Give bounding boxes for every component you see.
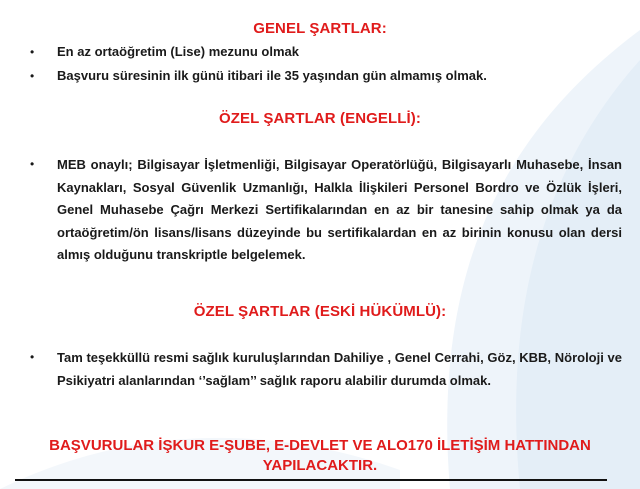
list-item-text: MEB onaylı; Bilgisayar İşletmenliği, Bilgisayar Operatörlüğü, Bilgisayarlı Muhasebe, İnsan Kaynakları, Sosyal Güvenlik Uzmanlığı, Halkla İlişkileri Personel Bordro ve Özlük İşleri, Genel Muhasebe Çağrı Merkezi Sertifikalarından en az bir tanesine sahip olmak ya da ortaöğretim/ön lisans/lisans düzeyinde bu sertifikalardan en az birinin konusu olan dersi almış olduğunu transkriptle belgelemek.: [57, 157, 622, 262]
list-item-text: Tam teşekküllü resmi sağlık kuruluşlarından Dahiliye , Genel Cerrahi, Göz, KBB, Nöroloji ve Psikiyatri alanlarından ‘’sağlam’’ sağlık raporu alabilir durumda olmak.: [57, 350, 622, 388]
list-item-text: En az ortaöğretim (Lise) mezunu olmak: [57, 44, 299, 59]
heading-genel-sartlar: GENEL ŞARTLAR:: [253, 20, 387, 37]
footer-notice-line-1: BAŞVURULAR İŞKUR E-ŞUBE, E-DEVLET VE ALO170 İLETİŞİM HATTINDAN: [49, 437, 591, 454]
bullet-icon: •: [30, 69, 35, 83]
footer-notice-line-2: YAPILACAKTIR.: [262, 457, 378, 474]
bullet-icon: •: [30, 157, 35, 171]
footer-divider: [15, 479, 607, 481]
heading-ozel-sartlar-engelli: ÖZEL ŞARTLAR (ENGELLİ):: [218, 110, 421, 127]
footer-notice: [0, 436, 640, 476]
bullet-icon: •: [30, 350, 35, 364]
heading-ozel-sartlar-eski-hukumlu: ÖZEL ŞARTLAR (ESKİ HÜKÜMLÜ):: [193, 303, 447, 320]
bullet-icon: •: [30, 45, 35, 59]
list-item-text: Başvuru süresinin ilk günü itibari ile 35 yaşından gün almamış olmak.: [57, 68, 487, 83]
